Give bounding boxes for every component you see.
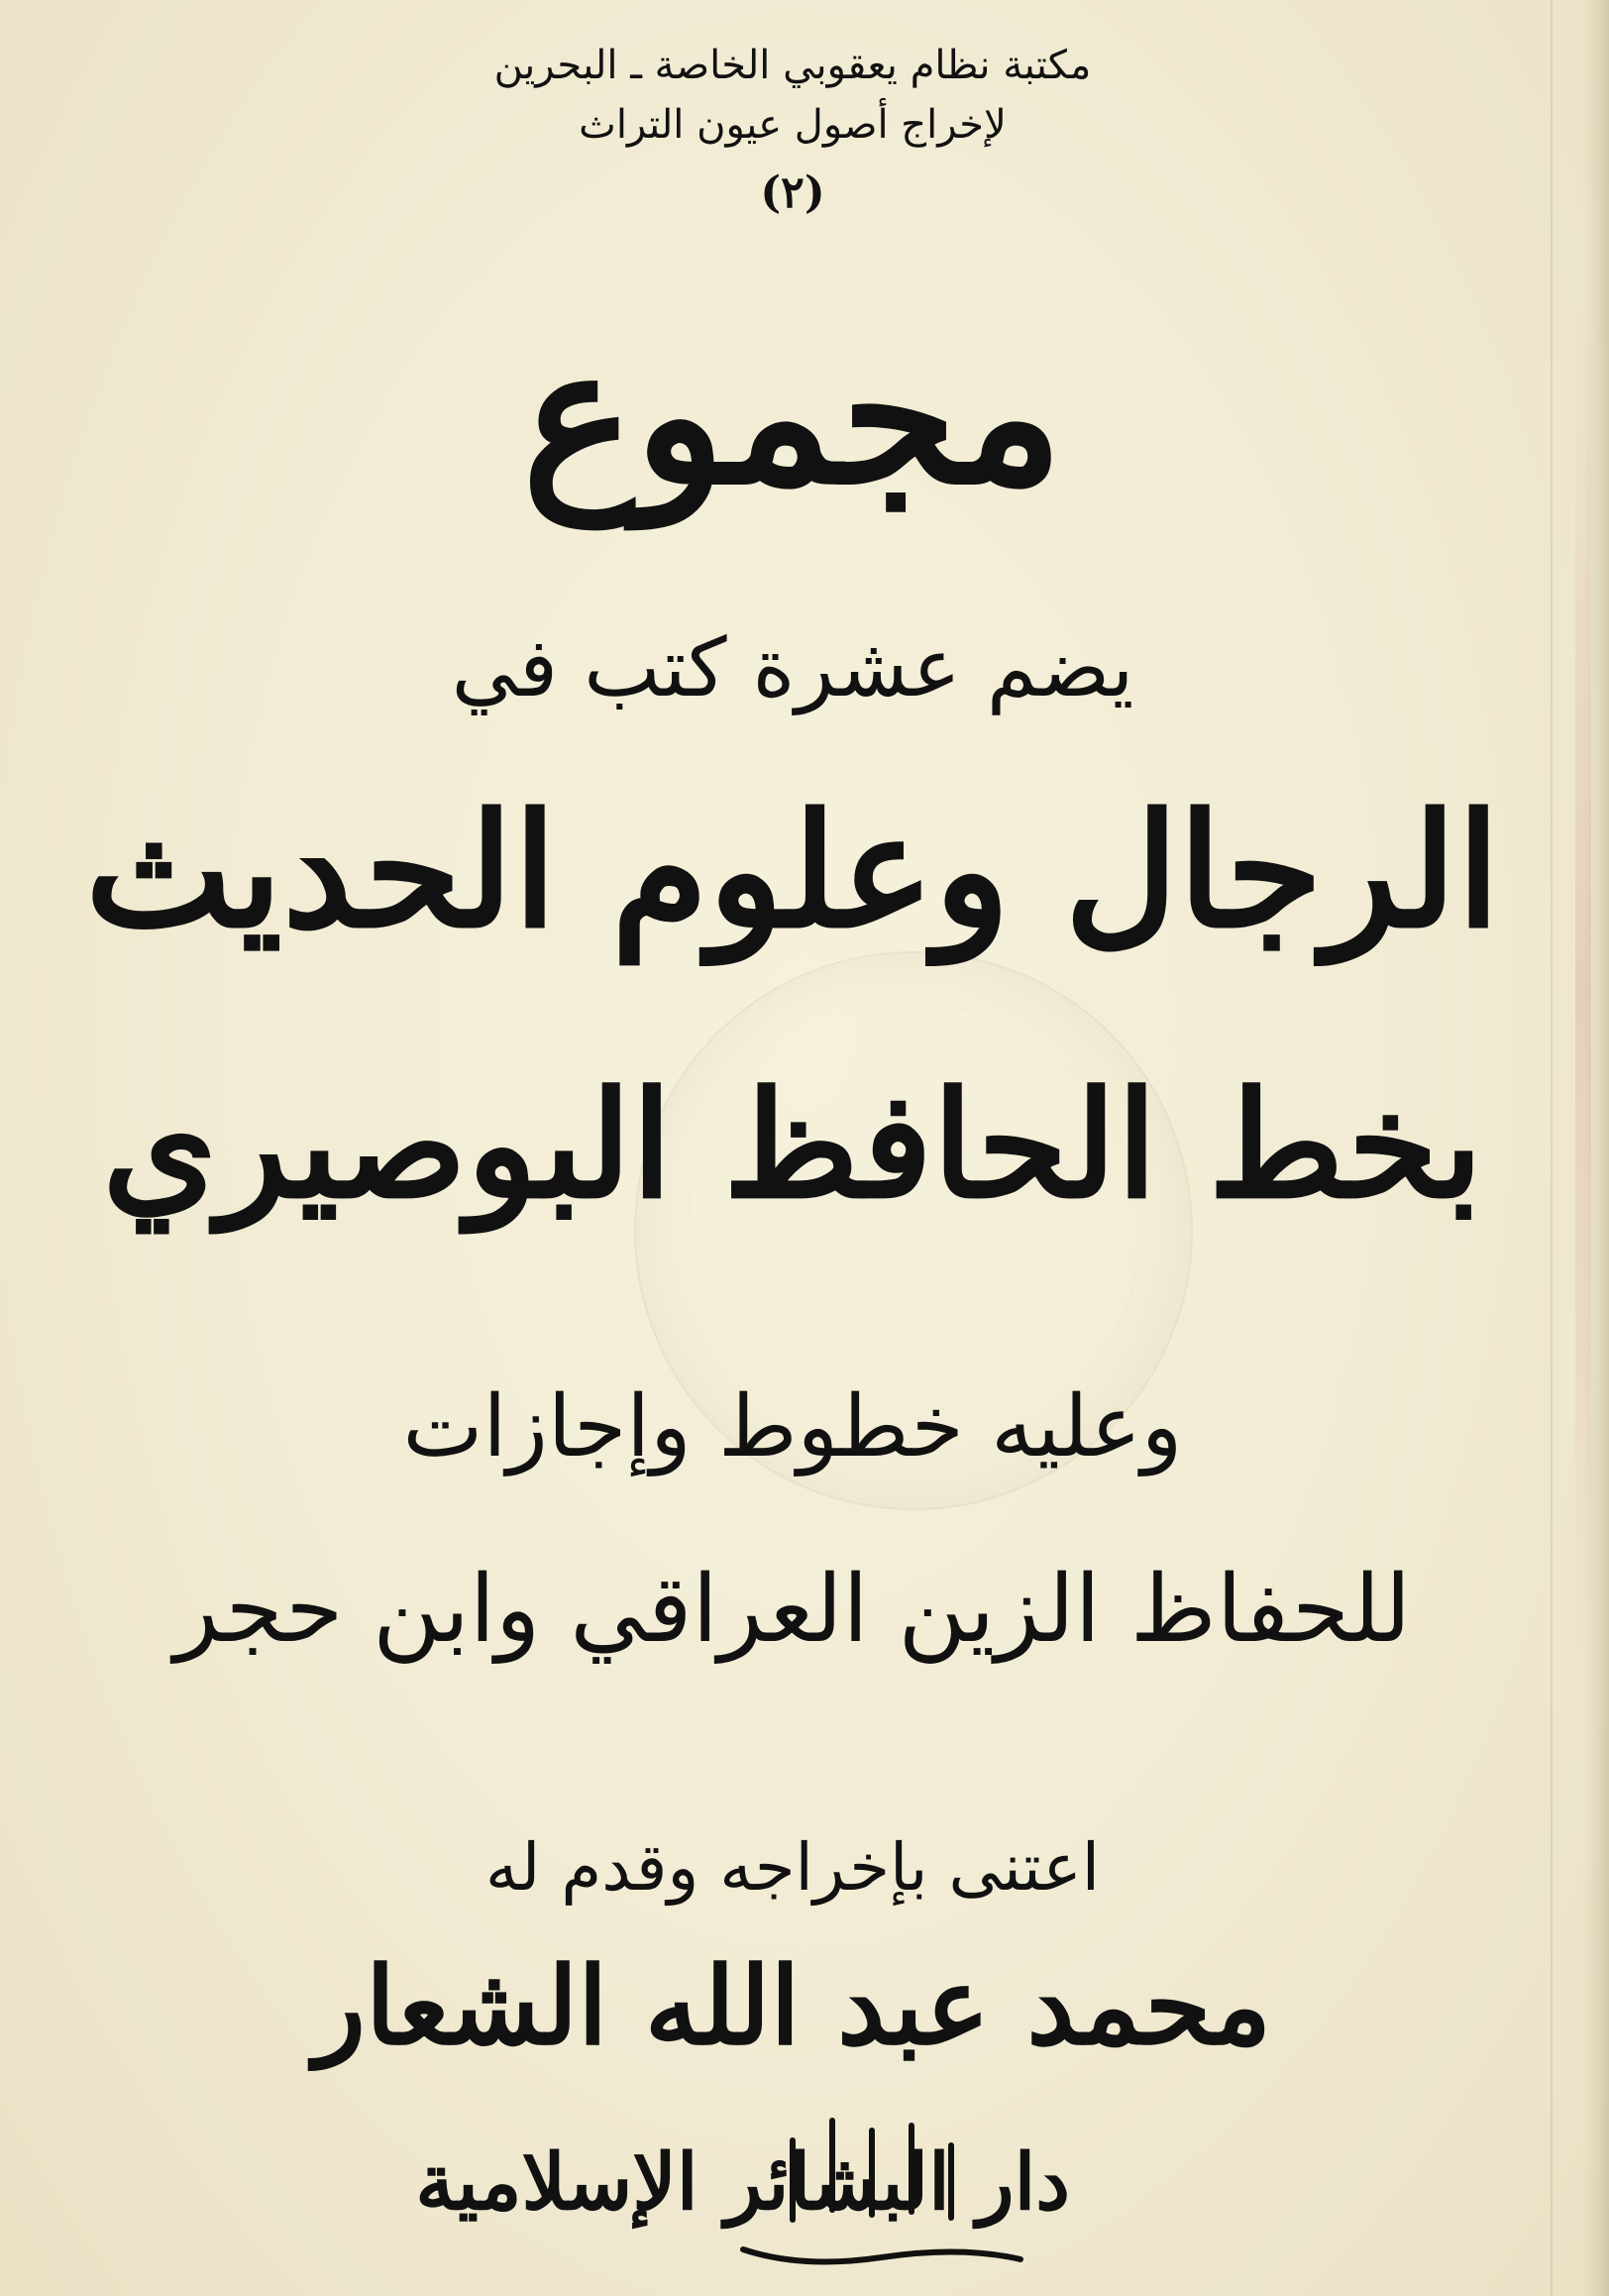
publisher-logo (415, 2101, 1070, 2279)
collection-heading: مجموع (522, 305, 1063, 526)
annotations-line-2: للحفاظ الزين العراقي وابن حجر (173, 1556, 1412, 1664)
editor-name: محمد عبد الله الشعار (313, 1944, 1272, 2069)
page-edge-shadow (1583, 0, 1609, 2296)
publisher-logo-text: دار البشائر الإسلامية (415, 2137, 1070, 2228)
edited-by-label: اعتنى بإخراجه وقدم له (484, 1829, 1101, 1906)
annotations-line-1: وعليه خطوط وإجازات (402, 1377, 1183, 1476)
main-title-line-2: بخط الحافظ البوصيري (102, 1058, 1483, 1231)
collection-subtitle: يضم عشرة كتب في (451, 621, 1134, 715)
main-title-line-1: الرجال وعلوم الحديث (84, 780, 1501, 963)
publisher-line: مكتبة نظام يعقوبي الخاصة ـ البحرين (493, 43, 1092, 88)
series-line: لإخراج أصول عيون التراث (579, 102, 1007, 148)
series-number: (٢) (760, 167, 825, 218)
